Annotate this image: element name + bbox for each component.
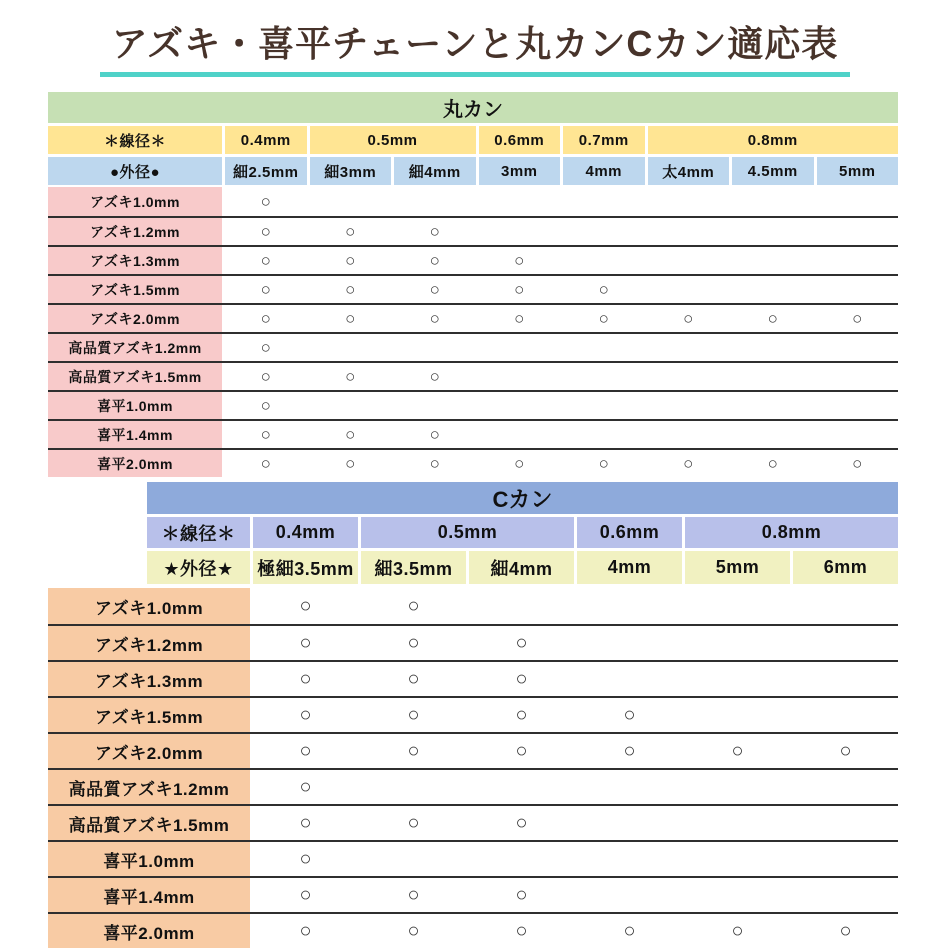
compat-mark-cell xyxy=(793,588,898,624)
outer-diameter-label: ●外径● xyxy=(48,157,222,185)
table-row xyxy=(48,660,898,696)
compat-mark-cell xyxy=(817,247,899,274)
outer-col-header: 太4mm xyxy=(648,157,730,185)
compat-mark-cell: ○ xyxy=(598,308,609,328)
compat-mark-cell xyxy=(577,878,682,912)
compat-mark-cell: ○ xyxy=(429,424,440,444)
wire-col-header: 0.5mm xyxy=(361,517,574,548)
row-label: 喜平1.0mm xyxy=(48,842,250,876)
compat-mark-cell xyxy=(685,806,790,840)
row-label: アズキ1.2mm xyxy=(48,218,222,245)
row-label: 高品質アズキ1.2mm xyxy=(48,334,222,361)
compat-mark-cell xyxy=(310,392,392,419)
compat-mark-cell: ○ xyxy=(839,739,852,762)
table-row xyxy=(48,419,898,448)
wire-diameter-label: ＊線径＊ xyxy=(147,517,250,548)
compat-mark-cell: ○ xyxy=(731,739,744,762)
compat-mark-cell: ○ xyxy=(260,337,271,357)
table-row xyxy=(48,732,898,768)
ckan-table-body xyxy=(48,588,898,948)
compat-mark-cell xyxy=(793,626,898,660)
compat-mark-cell: ○ xyxy=(429,308,440,328)
table-row xyxy=(48,245,898,274)
row-label: 喜平1.4mm xyxy=(48,421,222,448)
compat-mark-cell xyxy=(732,276,814,303)
table-row xyxy=(48,303,898,332)
wire-col-header: 0.6mm xyxy=(479,126,561,154)
compat-mark-cell: ○ xyxy=(260,250,271,270)
wire-diameter-label: ＊線径＊ xyxy=(48,126,222,154)
compat-mark-cell xyxy=(361,842,466,876)
wire-col-header: 0.7mm xyxy=(563,126,645,154)
row-label: アズキ1.3mm xyxy=(48,662,250,696)
wire-col-header: 0.8mm xyxy=(648,126,899,154)
compat-mark-cell xyxy=(817,334,899,361)
compat-mark-cell: ○ xyxy=(299,667,312,690)
compat-mark-cell: ○ xyxy=(429,366,440,386)
compat-mark-cell xyxy=(563,247,645,274)
compat-mark-cell xyxy=(793,806,898,840)
compat-mark-cell xyxy=(648,276,730,303)
table-row xyxy=(48,187,898,216)
table-row xyxy=(48,332,898,361)
table-row xyxy=(48,448,898,477)
wire-col-header: 0.6mm xyxy=(577,517,682,548)
compat-mark-cell xyxy=(563,421,645,448)
compat-mark-cell: ○ xyxy=(345,279,356,299)
compat-mark-cell xyxy=(817,363,899,390)
outer-col-header: 極細3.5mm xyxy=(253,551,358,584)
outer-col-header: 4mm xyxy=(563,157,645,185)
compat-mark-cell xyxy=(577,588,682,624)
table-row xyxy=(48,216,898,245)
compat-mark-cell: ○ xyxy=(407,883,420,906)
compat-mark-cell: ○ xyxy=(345,424,356,444)
row-label: 喜平1.0mm xyxy=(48,392,222,419)
marukan-table-title: 丸カン xyxy=(48,92,898,123)
outer-col-header: 4mm xyxy=(577,551,682,584)
compat-mark-cell xyxy=(563,218,645,245)
compat-mark-cell: ○ xyxy=(514,453,525,473)
compat-mark-cell xyxy=(817,421,899,448)
compat-mark-cell xyxy=(648,187,730,216)
compat-mark-cell xyxy=(469,770,574,804)
row-label: 高品質アズキ1.5mm xyxy=(48,363,222,390)
wire-col-header: 0.5mm xyxy=(310,126,476,154)
compat-mark-cell xyxy=(577,662,682,696)
outer-col-header: 細3mm xyxy=(310,157,392,185)
compat-mark-cell: ○ xyxy=(623,919,636,942)
table-row xyxy=(48,624,898,660)
row-label: 高品質アズキ1.2mm xyxy=(48,770,250,804)
wire-col-header: 0.8mm xyxy=(685,517,898,548)
compat-mark-cell: ○ xyxy=(407,703,420,726)
ckan-wire-diameter-row xyxy=(147,517,898,548)
outer-col-header: 細2.5mm xyxy=(225,157,307,185)
outer-diameter-label: ★外径★ xyxy=(147,551,250,584)
table-row xyxy=(48,588,898,624)
compat-mark-cell: ○ xyxy=(299,631,312,654)
compat-mark-cell: ○ xyxy=(514,279,525,299)
compat-mark-cell: ○ xyxy=(260,366,271,386)
compat-mark-cell xyxy=(685,662,790,696)
compat-mark-cell xyxy=(310,187,392,216)
compat-mark-cell: ○ xyxy=(515,919,528,942)
compat-mark-cell: ○ xyxy=(598,279,609,299)
compat-mark-cell: ○ xyxy=(345,221,356,241)
compat-mark-cell xyxy=(563,334,645,361)
compat-mark-cell: ○ xyxy=(598,453,609,473)
table-row xyxy=(48,912,898,948)
compat-mark-cell xyxy=(648,421,730,448)
compat-mark-cell: ○ xyxy=(299,739,312,762)
compat-mark-cell xyxy=(577,770,682,804)
row-label: アズキ1.5mm xyxy=(48,276,222,303)
compat-mark-cell xyxy=(394,334,476,361)
marukan-wire-diameter-row xyxy=(48,126,898,154)
compat-mark-cell xyxy=(685,588,790,624)
compat-mark-cell: ○ xyxy=(514,250,525,270)
compat-mark-cell: ○ xyxy=(429,221,440,241)
compat-mark-cell: ○ xyxy=(260,453,271,473)
outer-col-header: 4.5mm xyxy=(732,157,814,185)
wire-col-header: 0.4mm xyxy=(253,517,358,548)
compat-mark-cell: ○ xyxy=(515,703,528,726)
ckan-table xyxy=(48,482,898,948)
table-row xyxy=(48,876,898,912)
row-label: 喜平1.4mm xyxy=(48,878,250,912)
compat-mark-cell: ○ xyxy=(683,453,694,473)
row-label: アズキ1.2mm xyxy=(48,626,250,660)
compat-mark-cell xyxy=(563,363,645,390)
compat-mark-cell xyxy=(648,218,730,245)
row-label: アズキ1.0mm xyxy=(48,588,250,624)
compat-mark-cell: ○ xyxy=(299,883,312,906)
compat-mark-cell xyxy=(563,392,645,419)
compat-mark-cell: ○ xyxy=(623,739,636,762)
compat-mark-cell: ○ xyxy=(260,191,271,211)
compat-mark-cell xyxy=(577,842,682,876)
compat-mark-cell: ○ xyxy=(429,250,440,270)
marukan-outer-diameter-row xyxy=(48,157,898,185)
compat-mark-cell xyxy=(732,334,814,361)
compat-mark-cell xyxy=(361,770,466,804)
table-row xyxy=(48,696,898,732)
compat-mark-cell xyxy=(685,878,790,912)
ckan-table-title: Cカン xyxy=(147,482,898,514)
compat-mark-cell xyxy=(394,392,476,419)
compat-mark-cell xyxy=(648,363,730,390)
compat-mark-cell: ○ xyxy=(260,308,271,328)
ckan-outer-diameter-row xyxy=(147,551,898,584)
row-label: 喜平2.0mm xyxy=(48,450,222,477)
compat-mark-cell: ○ xyxy=(429,453,440,473)
table-row xyxy=(48,768,898,804)
compat-mark-cell xyxy=(732,187,814,216)
compat-mark-cell: ○ xyxy=(407,739,420,762)
row-label: 高品質アズキ1.5mm xyxy=(48,806,250,840)
compat-mark-cell: ○ xyxy=(429,279,440,299)
compat-mark-cell: ○ xyxy=(260,279,271,299)
outer-col-header: 細3.5mm xyxy=(361,551,466,584)
compat-mark-cell: ○ xyxy=(299,811,312,834)
outer-col-header: 細4mm xyxy=(394,157,476,185)
compat-mark-cell xyxy=(648,334,730,361)
compat-mark-cell: ○ xyxy=(345,250,356,270)
compat-mark-cell: ○ xyxy=(852,308,863,328)
compat-mark-cell: ○ xyxy=(345,308,356,328)
compat-mark-cell xyxy=(793,878,898,912)
compat-mark-cell xyxy=(577,806,682,840)
compat-mark-cell: ○ xyxy=(299,919,312,942)
row-label: アズキ2.0mm xyxy=(48,305,222,332)
outer-col-header: 6mm xyxy=(793,551,898,584)
compat-mark-cell: ○ xyxy=(852,453,863,473)
outer-col-header: 細4mm xyxy=(469,551,574,584)
compat-mark-cell xyxy=(793,770,898,804)
table-row xyxy=(48,804,898,840)
compat-mark-cell xyxy=(732,363,814,390)
compat-mark-cell: ○ xyxy=(407,919,420,942)
compat-mark-cell: ○ xyxy=(299,847,312,870)
compat-mark-cell: ○ xyxy=(839,919,852,942)
compat-mark-cell xyxy=(685,626,790,660)
compat-mark-cell: ○ xyxy=(260,221,271,241)
compat-mark-cell xyxy=(732,247,814,274)
compat-mark-cell xyxy=(793,698,898,732)
marukan-table xyxy=(48,92,898,477)
compat-mark-cell xyxy=(479,218,561,245)
compat-mark-cell: ○ xyxy=(731,919,744,942)
compat-mark-cell xyxy=(469,588,574,624)
title-bar xyxy=(0,0,950,77)
row-label: アズキ1.0mm xyxy=(48,187,222,216)
table-row xyxy=(48,274,898,303)
compat-mark-cell: ○ xyxy=(299,594,312,617)
table-row xyxy=(48,390,898,419)
compat-mark-cell xyxy=(479,363,561,390)
compat-mark-cell: ○ xyxy=(345,366,356,386)
compat-mark-cell xyxy=(817,392,899,419)
compat-mark-cell: ○ xyxy=(514,308,525,328)
compat-mark-cell xyxy=(577,626,682,660)
row-label: 喜平2.0mm xyxy=(48,914,250,948)
marukan-table-body xyxy=(48,187,898,477)
compat-mark-cell: ○ xyxy=(345,453,356,473)
row-label: アズキ1.3mm xyxy=(48,247,222,274)
compat-mark-cell xyxy=(685,842,790,876)
compat-mark-cell: ○ xyxy=(515,631,528,654)
compat-mark-cell xyxy=(310,334,392,361)
compat-mark-cell: ○ xyxy=(515,811,528,834)
compat-mark-cell xyxy=(793,662,898,696)
compat-mark-cell: ○ xyxy=(260,424,271,444)
row-label: アズキ1.5mm xyxy=(48,698,250,732)
ckan-table-header xyxy=(147,482,898,584)
compat-mark-cell: ○ xyxy=(260,395,271,415)
table-row xyxy=(48,840,898,876)
compat-mark-cell xyxy=(685,770,790,804)
compat-mark-cell xyxy=(648,392,730,419)
compat-mark-cell xyxy=(732,392,814,419)
outer-col-header: 3mm xyxy=(479,157,561,185)
compat-mark-cell xyxy=(732,421,814,448)
table-row xyxy=(48,361,898,390)
compat-mark-cell xyxy=(732,218,814,245)
page-title: アズキ・喜平チェーンと丸カンCカン適応表 xyxy=(100,18,851,77)
row-label: アズキ2.0mm xyxy=(48,734,250,768)
compat-mark-cell xyxy=(479,421,561,448)
compat-mark-cell: ○ xyxy=(623,703,636,726)
outer-col-header: 5mm xyxy=(817,157,899,185)
compat-mark-cell: ○ xyxy=(767,308,778,328)
compat-mark-cell xyxy=(648,247,730,274)
compat-mark-cell xyxy=(817,218,899,245)
compat-mark-cell: ○ xyxy=(515,883,528,906)
compat-mark-cell xyxy=(793,842,898,876)
outer-col-header: 5mm xyxy=(685,551,790,584)
compat-mark-cell xyxy=(479,334,561,361)
compat-mark-cell xyxy=(479,392,561,419)
compat-mark-cell: ○ xyxy=(407,667,420,690)
compat-mark-cell: ○ xyxy=(299,703,312,726)
compat-mark-cell: ○ xyxy=(299,775,312,798)
compat-mark-cell: ○ xyxy=(407,594,420,617)
compat-mark-cell xyxy=(817,187,899,216)
compat-mark-cell: ○ xyxy=(515,667,528,690)
compat-mark-cell xyxy=(563,187,645,216)
compat-mark-cell: ○ xyxy=(407,811,420,834)
compat-mark-cell: ○ xyxy=(407,631,420,654)
compat-mark-cell: ○ xyxy=(767,453,778,473)
compat-mark-cell: ○ xyxy=(515,739,528,762)
compat-mark-cell: ○ xyxy=(683,308,694,328)
compat-mark-cell xyxy=(479,187,561,216)
compat-mark-cell xyxy=(685,698,790,732)
compat-mark-cell xyxy=(394,187,476,216)
wire-col-header: 0.4mm xyxy=(225,126,307,154)
compat-mark-cell xyxy=(817,276,899,303)
compat-mark-cell xyxy=(469,842,574,876)
